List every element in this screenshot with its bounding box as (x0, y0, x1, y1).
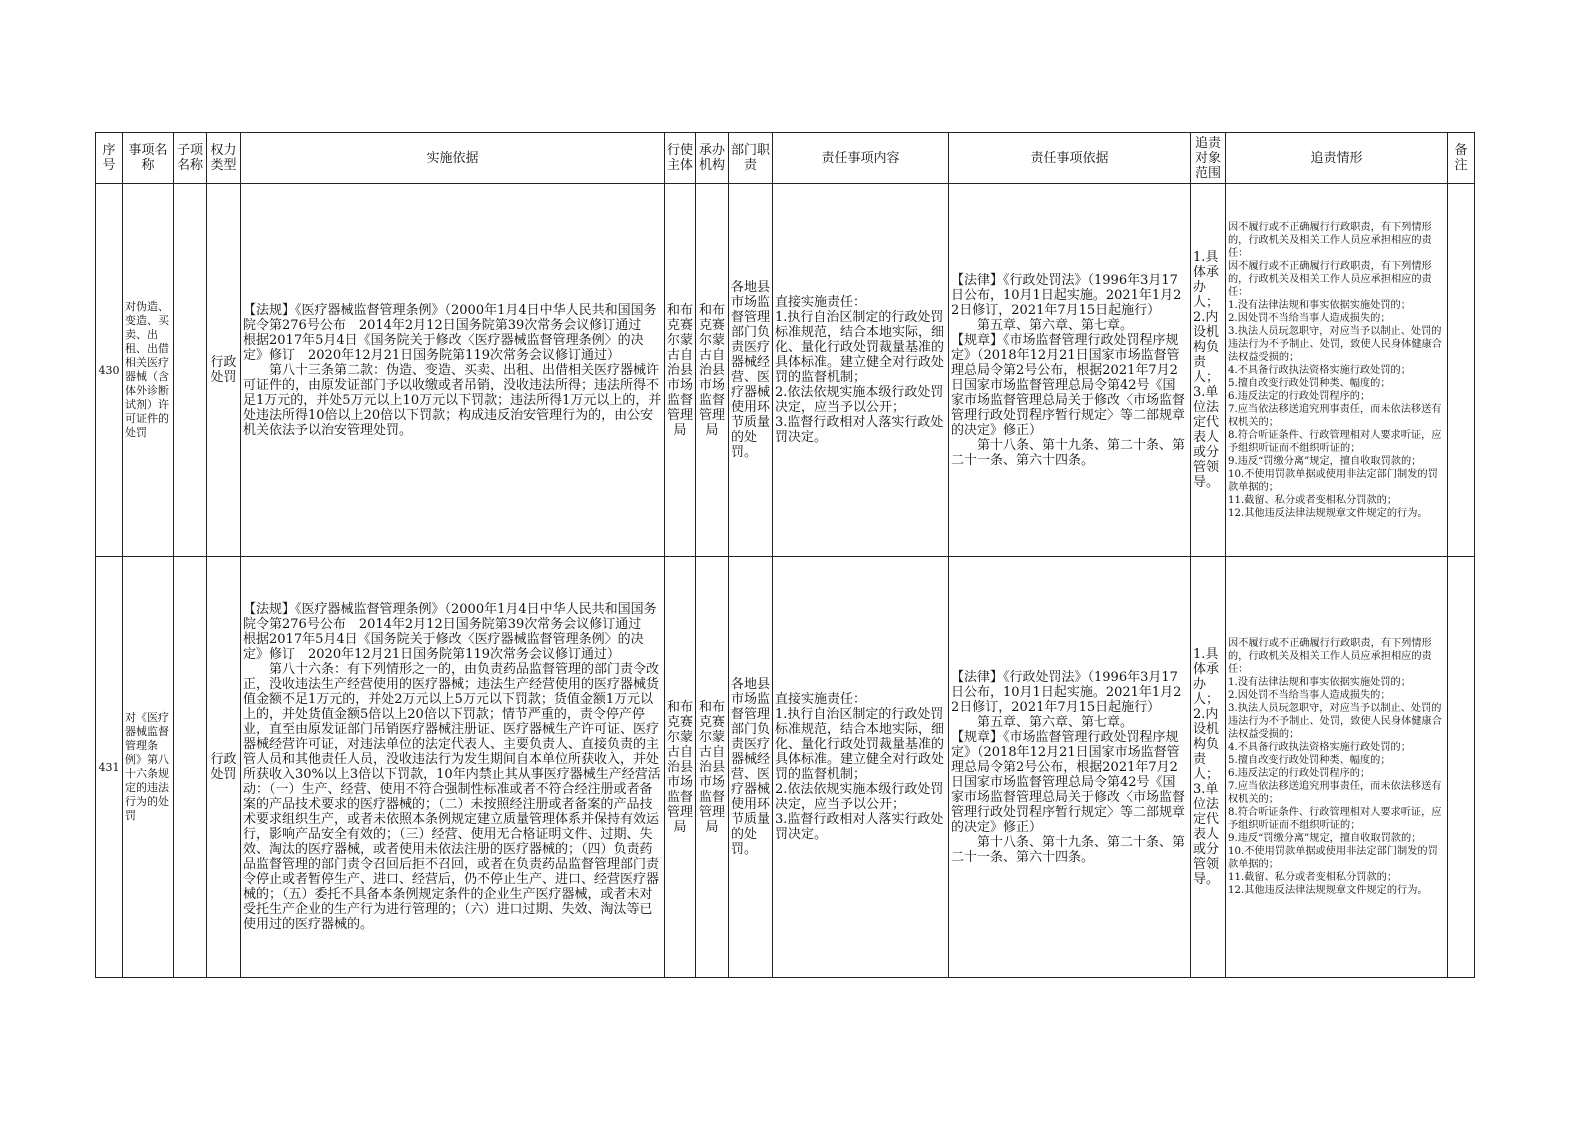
header-basis: 实施依据 (241, 133, 665, 184)
row-org: 和布克赛尔蒙古自治县市场监督管理局 (696, 184, 729, 557)
row-name: 对《医疗器械监督管理条例》第八十六条规定的违法行为的处罚 (123, 557, 174, 978)
header-sub: 子项名称 (174, 133, 207, 184)
row-scope: 1.具体承办人； 2.内设机构负责人； 3.单位法定代表人或分管领导。 (1191, 184, 1226, 557)
row-subject: 和布克赛尔蒙古自治县市场监督管理局 (665, 184, 696, 557)
row-note (1448, 557, 1475, 978)
header-resp-basis: 责任事项依据 (949, 133, 1191, 184)
row-basis: 【法规】《医疗器械监督管理条例》（2000年1月4日中华人民共和国国务院令第276号公布 2014年2月12日国务院第39次常务会议修订通过 根据2017年5月4日《国务院关于修改〈医疗器械监督管理条例〉的决定》修订 2020年12月21日国务院第119次常务会议修订通过） 第八十六条：有下列情形之一的，由负责药品监督管理的部门责令改正，没收违法生产经营使用的医疗器械；违法生产经营使用的医疗器械货值金额不足1万元的，并处2万元以上5万元以下罚款；货值金额1万元以上的，并处货值金额5倍以上20倍以下罚款；情节严重的，责令停产停业，直至由原发证部门吊销医疗器械注册证、医疗器械生产许可证、医疗器械经营许可证，对违法单位的法定代表人、主要负责人、直接负责的主管人员和其他责任人员，没收违法行为发生期间自本单位所获收入，并处所获收入30%以上3倍以下罚款，10年内禁止其从事医疗器械生产经营活动：（一）生产、经营、使用不符合强制性标准或者不符合经注册或者备案的产品技术要求的医疗器械的；（二）未按照经注册或者备案的产品技术要求组织生产，或者未依照本条例规定建立质量管理体系并保持有效运行，影响产品安全有效的；（三）经营、使用无合格证明文件、过期、失效、淘汰的医疗器械，或者使用未依法注册的医疗器械的；（四）负责药品监督管理的部门责令召回后拒不召回，或者在负责药品监督管理部门责令停止或者暂停生产、进口、经营后，仍不停止生产、进口、经营医疗器械的；（五）委托不具备本条例规定条件的企业生产医疗器械，或者未对受托生产企业的生产行为进行管理的；（六）进口过期、失效、淘汰等已使用过的医疗器械的。 (241, 557, 665, 978)
header-duty: 部门职责 (729, 133, 773, 184)
header-accountability: 追责情形 (1226, 133, 1448, 184)
header-content: 责任事项内容 (773, 133, 949, 184)
row-content: 直接实施责任： 1.执行自治区制定的行政处罚标准规范，结合本地实际，细化、量化行政处罚裁量基准的具体标准。建立健全对行政处罚的监督机制； 2.依法依规实施本级行政处罚决定，应当予以公开； 3.监督行政相对人落实行政处罚决定。 (773, 557, 949, 978)
row-scope: 1.具体承办人； 2.内设机构负责人； 3.单位法定代表人或分管领导。 (1191, 557, 1226, 978)
row-no: 431 (96, 557, 123, 978)
row-content: 直接实施责任： 1.执行自治区制定的行政处罚标准规范，结合本地实际，细化、量化行政处罚裁量基准的具体标准。建立健全对行政处罚的监督机制； 2.依法依规实施本级行政处罚决定，应当予以公开； 3.监督行政相对人落实行政处罚决定。 (773, 184, 949, 557)
row-sub (174, 557, 207, 978)
row-resp-basis: 【法律】《行政处罚法》（1996年3月17日公布，10月1日起实施。2021年1月22日修订，2021年7月15日起施行） 第五章、第六章、第七章。 【规章】《市场监督管理行政处罚程序规定》（2018年12月21日国家市场监督管理总局令第2号公布，根据2021年7月2日国家市场监督管理总局令第42号《国家市场监督管理总局关于修改〈市场监督管理行政处罚程序暂行规定〉等二部规章的决定》修正） 第十八条、第十九条、第二十条、第二十一条、第六十四条。 (949, 184, 1191, 557)
row-subject: 和布克赛尔蒙古自治县市场监督管理局 (665, 557, 696, 978)
table-row (96, 557, 1475, 978)
row-accountability: 因不履行或不正确履行行政职责，有下列情形的，行政机关及相关工作人员应承担相应的责任： 因不履行或不正确履行行政职责，有下列情形的，行政机关及相关工作人员应承担相应的责任： 1.没有法律法规和事实依据实施处罚的； 2.因处罚不当给当事人造成损失的； 3.执法人员玩忽职守，对应当予以制止、处罚的违法行为不予制止、处罚，致使人民身体健康合法权益受损的； 4.不具备行政执法资格实施行政处罚的； 5.擅自改变行政处罚种类、幅度的； 6.违反法定的行政处罚程序的； 7.应当依法移送追究刑事责任，而未依法移送有权机关的； 8.符合听证条件、行政管理相对人要求听证，应予组织听证而不组织听证的； 9.违反“罚缴分离”规定，擅自收取罚款的； 10.不使用罚款单据或使用非法定部门制发的罚款单据的； 11.截留、私分或者变相私分罚款的； 12.其他违反法律法规规章文件规定的行为。 (1226, 184, 1448, 557)
header-subject: 行使主体 (665, 133, 696, 184)
header-type: 权力类型 (207, 133, 241, 184)
header-org: 承办机构 (696, 133, 729, 184)
row-org: 和布克赛尔蒙古自治县市场监督管理局 (696, 557, 729, 978)
row-duty: 各地县市场监督管理部门负责医疗器械经营、医疗器械使用环节质量的处罚。 (729, 184, 773, 557)
row-duty: 各地县市场监督管理部门负责医疗器械经营、医疗器械使用环节质量的处罚。 (729, 557, 773, 978)
row-no: 430 (96, 184, 123, 557)
responsibility-table (95, 132, 1475, 978)
row-resp-basis: 【法律】《行政处罚法》（1996年3月17日公布，10月1日起实施。2021年1月22日修订，2021年7月15日起施行） 第五章、第六章、第七章。 【规章】《市场监督管理行政处罚程序规定》（2018年12月21日国家市场监督管理总局令第2号公布，根据2021年7月2日国家市场监督管理总局令第42号《国家市场监督管理总局关于修改〈市场监督管理行政处罚程序暂行规定〉等二部规章的决定》修正） 第十八条、第十九条、第二十条、第二十一条、第六十四条。 (949, 557, 1191, 978)
row-basis: 【法规】《医疗器械监督管理条例》（2000年1月4日中华人民共和国国务院令第276号公布 2014年2月12日国务院第39次常务会议修订通过 根据2017年5月4日《国务院关于修改〈医疗器械监督管理条例〉的决定》修订 2020年12月21日国务院第119次常务会议修订通过） 第八十三条第二款：伪造、变造、买卖、出租、出借相关医疗器械许可证件的，由原发证部门予以收缴或者吊销，没收违法所得；违法所得不足1万元的，并处5万元以上10万元以下罚款；违法所得1万元以上的，并处违法所得10倍以上20倍以下罚款；构成违反治安管理行为的，由公安机关依法予以治安管理处罚。 (241, 184, 665, 557)
row-note (1448, 184, 1475, 557)
header-scope: 追责对象范围 (1191, 133, 1226, 184)
header-note: 备注 (1448, 133, 1475, 184)
row-accountability: 因不履行或不正确履行行政职责，有下列情形的，行政机关及相关工作人员应承担相应的责任： 1.没有法律法规和事实依据实施处罚的； 2.因处罚不当给当事人造成损失的； 3.执法人员玩忽职守，对应当予以制止、处罚的违法行为不予制止、处罚，致使人民身体健康合法权益受损的； 4.不具备行政执法资格实施行政处罚的； 5.擅自改变行政处罚种类、幅度的； 6.违反法定的行政处罚程序的； 7.应当依法移送追究刑事责任，而未依法移送有权机关的； 8.符合听证条件、行政管理相对人要求听证，应予组织听证而不组织听证的； 9.违反“罚缴分离”规定，擅自收取罚款的； 10.不使用罚款单据或使用非法定部门制发的罚款单据的； 11.截留、私分或者变相私分罚款的； 12.其他违反法律法规规章文件规定的行为。 (1226, 557, 1448, 978)
header-no: 序号 (96, 133, 123, 184)
row-name: 对伪造、变造、买卖、出租、出借相关医疗器械（含体外诊断试剂）许可证件的处罚 (123, 184, 174, 557)
row-sub (174, 184, 207, 557)
row-type: 行政处罚 (207, 184, 241, 557)
row-type: 行政处罚 (207, 557, 241, 978)
header-name: 事项名称 (123, 133, 174, 184)
header-row (96, 133, 1475, 184)
table-row (96, 184, 1475, 557)
